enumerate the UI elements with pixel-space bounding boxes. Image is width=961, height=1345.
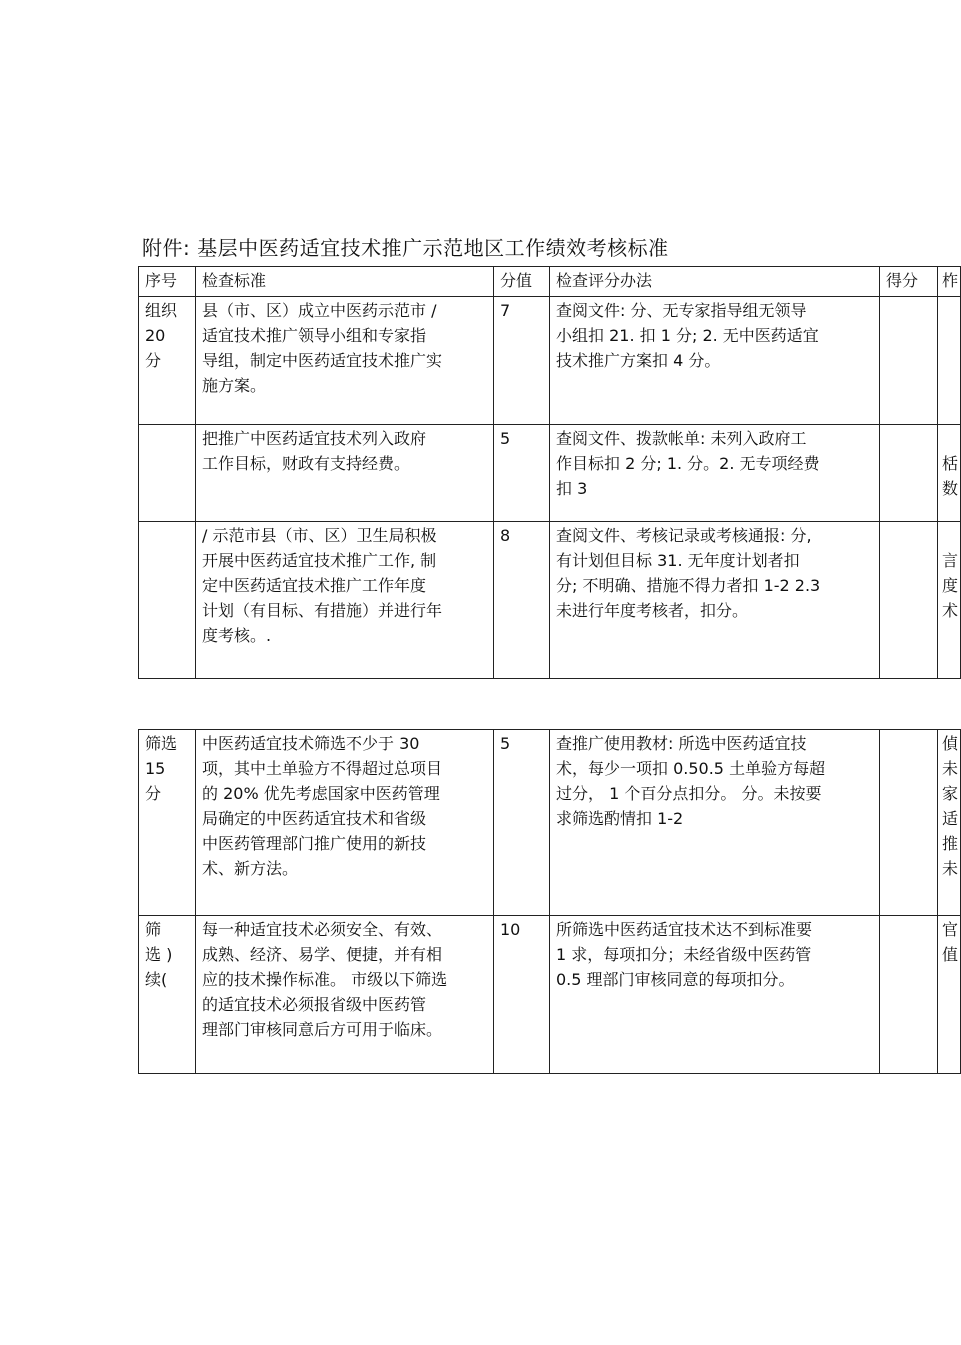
row-method: 查阅文件、考核记录或考核通报: 分, 有计划但目标 31. 无年度计划者扣 分; 不明确、措施不得力者扣 1-2 2.3 未进行年度考核者，扣分。	[550, 522, 880, 679]
assessment-table-1	[138, 266, 961, 679]
row-seq	[139, 425, 196, 522]
row-score: 7	[494, 297, 550, 425]
header-seq: 序号	[139, 267, 196, 297]
row-seq: 筛选 15 分	[139, 730, 196, 916]
row-edge: 言 度 术	[938, 522, 961, 679]
table-row	[139, 730, 961, 916]
row-method: 所筛选中医药适宜技术达不到标准要 1 求，每项扣分；未经省级中医药管 0.5 理部门审核同意的每项扣分。	[550, 916, 880, 1074]
row-method: 查阅文件、拨款帐单: 未列入政府工 作目标扣 2 分; 1. 分。2. 无专项经费 扣 3	[550, 425, 880, 522]
document-title: 附件: 基层中医药适宜技术推广示范地区工作绩效考核标准	[142, 236, 669, 260]
row-got	[880, 425, 938, 522]
row-method: 查阅文件: 分、无专家指导组无领导 小组扣 21. 扣 1 分; 2. 无中医药适宜 技术推广方案扣 4 分。	[550, 297, 880, 425]
row-method: 查推广使用教材: 所选中医药适宜技 术，每少一项扣 0.50.5 土单验方每超 过分， 1 个百分点扣分。 分。未按要 求筛选酌情扣 1-2	[550, 730, 880, 916]
row-standard: 县（市、区）成立中医药示范市 / 适宜技术推广领导小组和专家指 导组，制定中医药适宜技术推广实 施方案。	[196, 297, 494, 425]
header-method: 检查评分办法	[550, 267, 880, 297]
row-edge: 栝 数	[938, 425, 961, 522]
row-score: 8	[494, 522, 550, 679]
table-row	[139, 425, 961, 522]
table-header-row	[139, 267, 961, 297]
row-seq: 筛 选 ) 续(	[139, 916, 196, 1074]
row-score: 5	[494, 730, 550, 916]
row-score: 10	[494, 916, 550, 1074]
row-edge: 官 值	[938, 916, 961, 1074]
header-got: 得分	[880, 267, 938, 297]
row-got	[880, 522, 938, 679]
row-standard: / 示范市县（市、区）卫生局积极 开展中医药适宜技术推广工作, 制 定中医药适宜技术推广工作年度 计划（有目标、有措施）并进行年 度考核。.	[196, 522, 494, 679]
row-got	[880, 916, 938, 1074]
header-standard: 检查标准	[196, 267, 494, 297]
table-row	[139, 916, 961, 1074]
header-score: 分值	[494, 267, 550, 297]
row-got	[880, 297, 938, 425]
row-edge	[938, 297, 961, 425]
row-score: 5	[494, 425, 550, 522]
row-standard: 中医药适宜技术筛选不少于 30 项，其中土单验方不得超过总项目 的 20% 优先考虑国家中医药管理 局确定的中医药适宜技术和省级 中医药管理部门推广使用的新技 术、新方法。	[196, 730, 494, 916]
table-row	[139, 522, 961, 679]
row-seq	[139, 522, 196, 679]
row-standard: 把推广中医药适宜技术列入政府 工作目标，财政有支持经费。	[196, 425, 494, 522]
row-got	[880, 730, 938, 916]
assessment-table-2	[138, 729, 961, 1074]
row-seq: 组织 20 分	[139, 297, 196, 425]
table-row	[139, 297, 961, 425]
header-edge: 柞	[938, 267, 961, 297]
row-standard: 每一种适宜技术必须安全、有效、 成熟、经济、易学、便捷，并有相 应的技术操作标准。 市级以下筛选 的适宜技术必须报省级中医药管 理部门审核同意后方可用于临床。	[196, 916, 494, 1074]
row-edge: 偵 未 家 适 推 未	[938, 730, 961, 916]
